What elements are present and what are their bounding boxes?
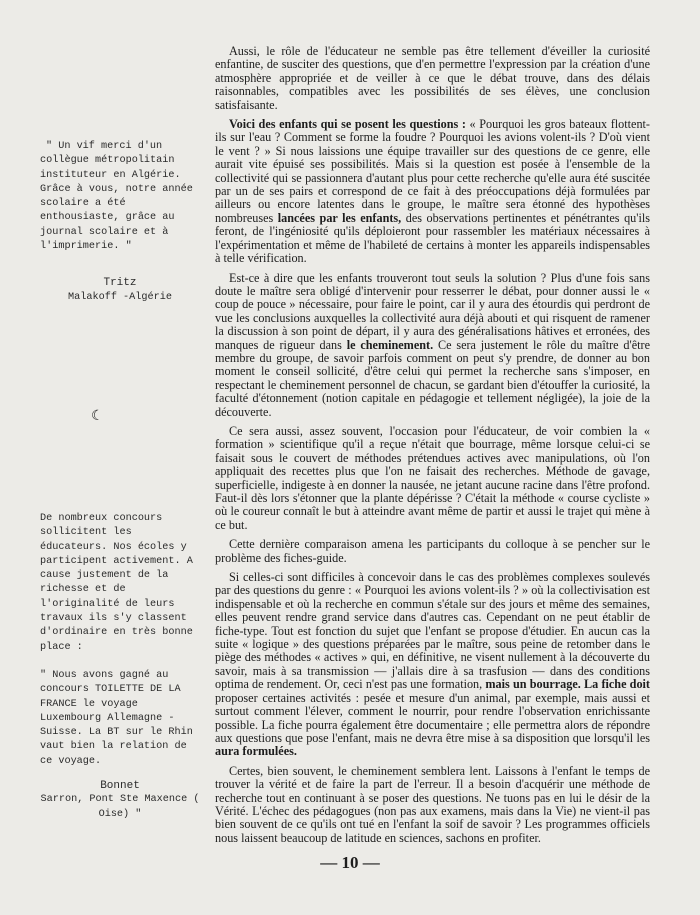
page-number: — 10 — <box>320 853 380 872</box>
text-run: des observations pertinentes et pénétrantes qu'ils feront, de l'ingéniosité qu'ils déploieront pour rassembler les matériaux nécessaires à l'expérimentation et même de l'habileté de certains à monter les appareils indispensables à telle vérification. <box>215 210 650 266</box>
paragraph: Certes, bien souvent, le cheminement semblera lent. Laissons à l'enfant le temps de trouver la vérité et de faire la part de l'erreur. Il a besoin d'acquérir une méthode de recherche tout en continuant à se poser des questions. Ne tuons pas en lui le désir de la Vérité. L'échec des pédagogues (non pas aux examens, mais dans la Vie) ne vient-il pas bien souvent de ce qu'ils ont tué en l'enfant la soif de savoir ? Les programmes officiels nous laissent beaucoup de latitude en sciences, sachons en profiter. <box>215 763 650 845</box>
sidebar-contest-block <box>40 512 200 822</box>
testimonial-place: Malakoff -Algérie <box>68 291 172 303</box>
bold-run: le cheminement. <box>341 337 434 352</box>
testimonial-quote: " Un vif merci d'un collègue métropolitain instituteur en Algérie. Grâce à vous, notre année scolaire a été enthousiaste, grâce au journal scolaire et à l'imprimerie. " <box>40 141 193 253</box>
bold-run: aura formulées. <box>215 744 297 759</box>
contest-quote: " Nous avons gagné au concours TOILETTE DE LA FRANCE le voyage Luxembourg Allemagne - Suisse. La BT sur le Rhin vaut bien la relation de ce voyage. <box>40 669 193 767</box>
contest-author: Bonnet <box>100 780 140 793</box>
contest-place: Sarron, Pont Ste Maxence ( Oise) " <box>40 794 200 820</box>
bold-run: mais un bourrage. La fiche doit <box>482 677 650 692</box>
text-run: « Pourquoi les gros bateaux flottent-ils sur l'eau ? Comment se forme la foudre ? Pourquoi les avions volent-ils ? D'où vient le vent ? » Si nous laissions une équipe travailler sur des questions de ce genre, elle aurait vite épuisé ses possibilités. Mais si la question est posée à l'ensemble de la collectivité qui se passionnera d'autant plus pour cette recherche qu'elle aura été suscitée par un de ses pairs et correspond de ce fait à des préoccupations déjà formulées par ailleurs ou encore latentes dans le groupe, le maître sera étonné des hypothèses nombreuses <box>215 117 650 225</box>
sidebar-quote-block <box>40 140 200 305</box>
paragraph <box>215 571 650 759</box>
paragraph <box>215 272 650 419</box>
contest-intro: De nombreux concours sollicitent les éducateurs. Nos écoles y participent activement. A cause justement de la richesse et de l'originalité de leurs travaux ils s'y classent d'ordinaire en très bonne place : <box>40 513 193 653</box>
text-run: Ce sera justement le rôle du maître d'être membre du groupe, de savoir parfois comment on peut s'y prendre, de donner au bon moment le conseil sollicité, d'être celui qui permet la recherche sans s'imposer, en respectant le cheminement personnel de chacun, se gardant bien d'étouffer la curiosité, la faculté d'étonnement (notion capitale en pédagogie et tellement négligée), la joie de la découverte. <box>215 337 650 419</box>
paragraph <box>215 118 650 265</box>
text-run: Si celles-ci sont difficiles à concevoir dans le cas des problèmes complexes soulevés par des questions du genre : « Pourquoi les avions volent-ils ? » où la collectivisation est indispensable et où la recherche en commun s'étale sur des jours et même des semaines, elles peuvent rendre grand service dans d'autres cas. Cependant on ne peut établir de fiche-type. Tout est fonction du sujet que l'enfant se propose d'étudier. En aucun cas la suite « logique » des questions préparées par le maître, sous peine de retomber dans le piège des méthodes « actives » qui, en définitive, ne visent nullement à la découverte du savoir, mais à sa transmission — j'allais dire à sa trasfusion — dans des conditions optima de rendement. Or, ceci n'est pas une formation, <box>215 570 650 692</box>
bold-run: lancées par les enfants, <box>273 210 402 225</box>
testimonial-author: Tritz <box>103 277 137 290</box>
bold-lead: Voici des enfants qui se posent les questions : <box>229 117 466 132</box>
moon-ornament-icon: ☾ <box>91 409 104 424</box>
paragraph: Ce sera aussi, assez souvent, l'occasion pour l'éducateur, de voir combien la « formation » scientifique qu'il a reçue n'était que bourrage, même lorsque celui-ci se faisait sous le couvert de méthodes prétendues actives avec manipulations, où l'on appliquait des recettes plus que l'on ne faisait des recherches. Méthode de gavage, superficielle, indigeste à en donner la nausée, ne jetant aucune racine dans l'être profond. Faut-il dès lors s'étonner que la plante dépérisse ? C'était la méthode « course cycliste » où le coureur connaît le but à atteindre avant même de partir et aussi le trajet qui mène à ce but. <box>215 423 650 532</box>
text-run: proposer certaines activités : pesée et mesure d'un animal, par exemple, mais aussi et surtout comment l'élever, comment le nourrir, pour rendre l'observation enrichissante possible. La fiche pourra également être documentaire ; elle permettra alors de répondre aux questions que pose l'enfant, mais ne devra être mise à sa disposition que lorsqu'il les <box>215 690 650 745</box>
article-body <box>215 45 650 851</box>
paragraph: Aussi, le rôle de l'éducateur ne semble pas être tellement d'éveiller la curiosité enfantine, de susciter des questions, que d'en permettre l'expression par la création d'une atmosphère appropriée et de veiller à ce que le débat trouve, dans des délais raisonnables, compatibles avec les possibilités de ses élèves, une conclusion satisfaisante. <box>215 44 650 112</box>
text-run: Est-ce à dire que les enfants trouveront tout seuls la solution ? Plus d'une fois sans doute le maître sera obligé d'intervenir pour resserrer le débat, pour donner aussi le « coup de pouce » nécessaire, pour faire le point, car il y aura des étourdis qui perdront de vue les conclusions auxquelles la collectivité aura déjà abouti et qui risquent de ramener la discussion à son point de départ, il y aura des généralisations hâtives et erronées, des manques de rigueur dans <box>215 270 650 352</box>
paragraph: Cette dernière comparaison amena les participants du colloque à se pencher sur le problème des fiches-guide. <box>215 537 650 565</box>
